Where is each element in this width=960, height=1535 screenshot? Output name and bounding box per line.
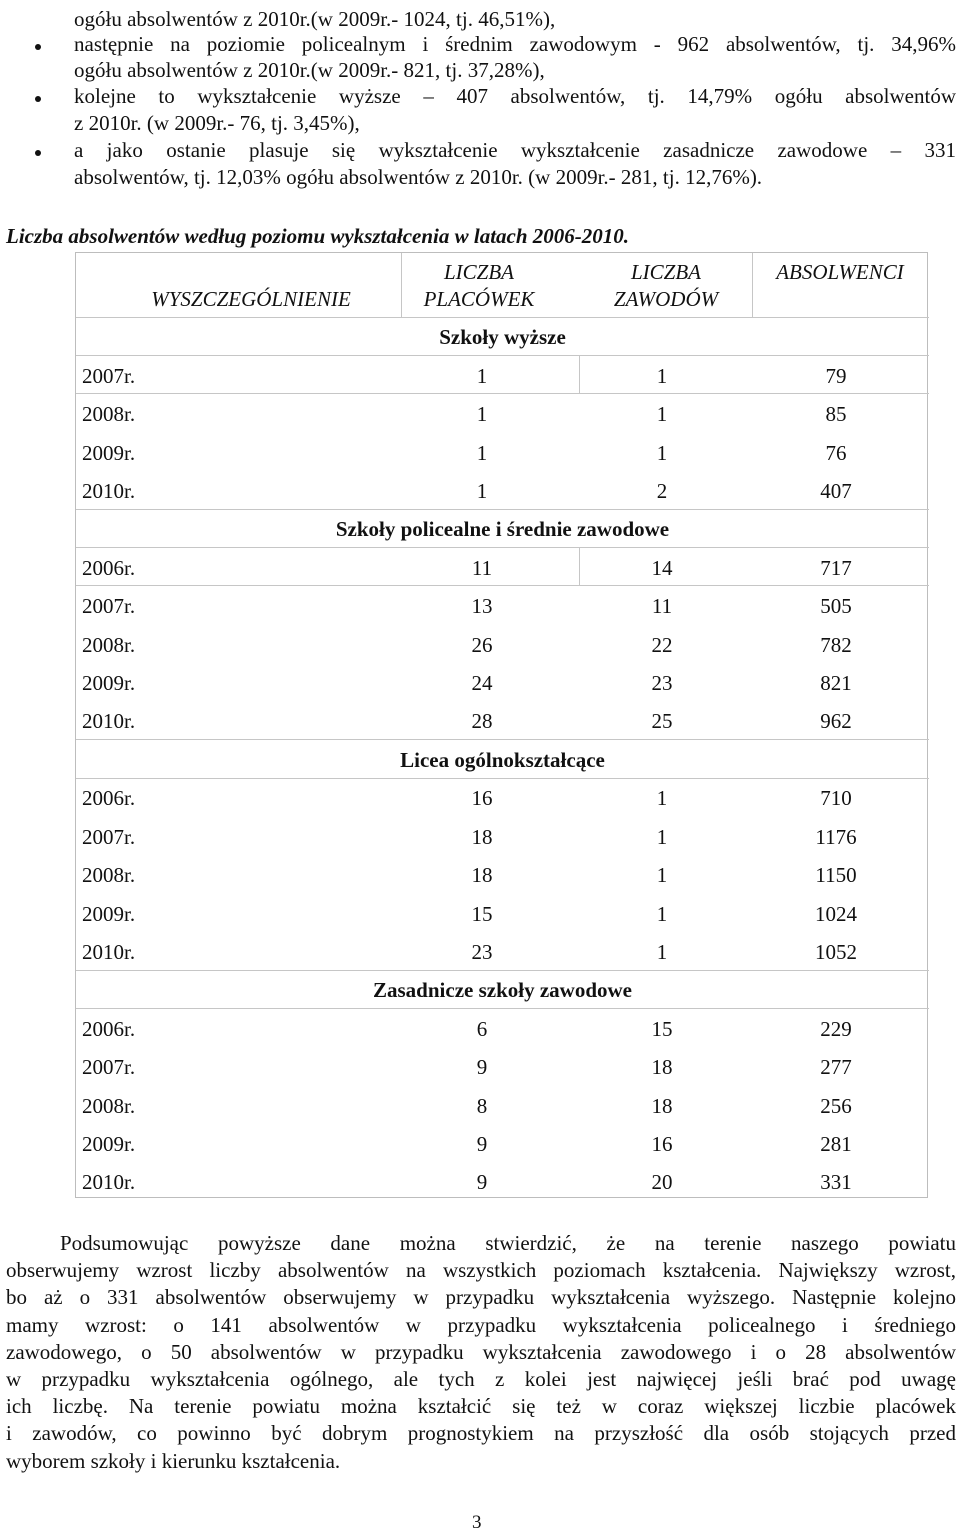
- row-absolwenci: 710: [820, 786, 852, 810]
- bullet-1-line-2: ogółu absolwentów z 2010r.(w 2009r.- 821, tj. 37,28%),: [74, 58, 545, 82]
- header-placowek-2: PLACÓWEK: [423, 287, 535, 311]
- summary-line: ich liczbę. Na terenie powiatu można kształcić się też w coraz większej liczbie placówek: [6, 1394, 956, 1419]
- row-zawodow: 1: [656, 902, 668, 926]
- bullet-1-line-1: następnie na poziomie policealnym i średnim zawodowym - 962 absolwentów, tj. 34,96%: [74, 32, 956, 56]
- row-absolwenci: 1024: [815, 902, 857, 926]
- row-zawodow: 1: [656, 863, 668, 887]
- section-rule: [76, 778, 929, 779]
- section-rule: [76, 355, 929, 356]
- section-title-policealne: Szkoły policealne i średnie zawodowe: [335, 517, 670, 541]
- row-year: 2010r.: [82, 1170, 136, 1194]
- row-placowek: 23: [471, 940, 493, 964]
- row-placowek: 1: [476, 479, 488, 503]
- row-placowek: 18: [471, 863, 493, 887]
- row-absolwenci: 782: [820, 633, 852, 657]
- row-placowek: 13: [471, 594, 493, 618]
- row-placowek: 15: [471, 902, 493, 926]
- row-zawodow: 23: [651, 671, 673, 695]
- row-zawodow: 22: [651, 633, 673, 657]
- row-placowek: 16: [471, 786, 493, 810]
- summary-line: w przypadku wykształcenia ogólnego, ale tych z kolei jest najwięcej jeśli brać pod uwagę: [6, 1367, 956, 1392]
- header-placowek-1: LICZBA: [443, 260, 514, 284]
- column-divider: [579, 547, 580, 585]
- row-year: 2008r.: [82, 633, 136, 657]
- bullet-icon: [35, 44, 41, 50]
- row-placowek: 26: [471, 633, 493, 657]
- row-year: 2007r.: [82, 594, 136, 618]
- row-year: 2010r.: [82, 940, 136, 964]
- row-zawodow: 1: [656, 786, 668, 810]
- row-zawodow: 20: [651, 1170, 673, 1194]
- row-zawodow: 1: [656, 940, 668, 964]
- page-number: 3: [472, 1512, 482, 1533]
- header-rule: [76, 317, 929, 318]
- row-placowek: 1: [476, 441, 488, 465]
- row-absolwenci: 281: [820, 1132, 852, 1156]
- row-placowek: 9: [476, 1170, 488, 1194]
- row-year: 2010r.: [82, 709, 136, 733]
- row-rule: [76, 393, 929, 394]
- summary-line: zawodowego, o 50 absolwentów w przypadku wykształcenia zawodowego i o 28 absolwentów: [6, 1339, 956, 1364]
- bullet-icon: [35, 96, 41, 102]
- bullet-3-line-2: absolwentów, tj. 12,03% ogółu absolwentów z 2010r. (w 2009r.- 281, tj. 12,76%).: [74, 165, 763, 189]
- section-rule: [76, 509, 929, 510]
- row-year: 2006r.: [82, 786, 136, 810]
- row-zawodow: 15: [651, 1017, 673, 1041]
- row-zawodow: 1: [656, 825, 668, 849]
- row-zawodow: 1: [656, 364, 668, 388]
- row-zawodow: 25: [651, 709, 673, 733]
- row-absolwenci: 1176: [815, 825, 857, 849]
- row-absolwenci: 331: [820, 1170, 852, 1194]
- row-absolwenci: 79: [825, 364, 847, 388]
- row-zawodow: 16: [651, 1132, 673, 1156]
- header-zawodow-1: LICZBA: [630, 260, 701, 284]
- section-rule: [76, 547, 929, 548]
- header-divider: [401, 253, 402, 317]
- row-absolwenci: 407: [820, 479, 852, 503]
- row-zawodow: 11: [651, 594, 673, 618]
- row-absolwenci: 505: [820, 594, 852, 618]
- row-year: 2009r.: [82, 671, 136, 695]
- row-absolwenci: 1150: [815, 863, 857, 887]
- summary-paragraph: [6, 1230, 956, 1475]
- row-zawodow: 1: [656, 441, 668, 465]
- row-placowek: 1: [476, 402, 488, 426]
- row-year: 2008r.: [82, 1094, 136, 1118]
- summary-line: bo aż o 331 absolwentów obserwujemy w przypadku wykształcenia wyższego. Następnie kolejno: [6, 1285, 956, 1310]
- header-absolwenci: ABSOLWENCI: [776, 260, 904, 284]
- row-zawodow: 2: [656, 479, 668, 503]
- summary-line: mamy wzrost: o 141 absolwentów w przypadku wykształcenia policealnego i średniego: [6, 1312, 956, 1337]
- section-rule: [76, 739, 929, 740]
- summary-line: wyborem szkoły i kierunku kształcenia.: [6, 1448, 341, 1473]
- row-year: 2007r.: [82, 1055, 136, 1079]
- row-absolwenci: 76: [825, 441, 847, 465]
- row-absolwenci: 229: [820, 1017, 852, 1041]
- row-year: 2009r.: [82, 902, 136, 926]
- bullet-2-line-2: z 2010r. (w 2009r.- 76, tj. 3,45%),: [74, 111, 360, 135]
- row-absolwenci: 85: [825, 402, 847, 426]
- table-caption: Liczba absolwentów według poziomu wykształcenia w latach 2006-2010.: [6, 224, 630, 248]
- section-title-szkoly-wyzsze: Szkoły wyższe: [439, 325, 566, 349]
- summary-line: i zawodów, co powinno być dobrym prognostykiem na przyszłość dla osób stojących przed: [6, 1421, 956, 1446]
- row-placowek: 11: [471, 556, 493, 580]
- row-zawodow: 18: [651, 1094, 673, 1118]
- row-placowek: 8: [476, 1094, 488, 1118]
- row-placowek: 9: [476, 1055, 488, 1079]
- row-placowek: 28: [471, 709, 493, 733]
- row-year: 2008r.: [82, 402, 136, 426]
- row-year: 2010r.: [82, 479, 136, 503]
- row-absolwenci: 821: [820, 671, 852, 695]
- section-title-zasadnicze: Zasadnicze szkoły zawodowe: [373, 978, 632, 1002]
- row-year: 2006r.: [82, 556, 136, 580]
- row-placowek: 24: [471, 671, 493, 695]
- header-divider: [752, 253, 753, 317]
- row-year: 2009r.: [82, 1132, 136, 1156]
- row-year: 2008r.: [82, 863, 136, 887]
- summary-line: Podsumowując powyższe dane można stwierdzić, że na terenie naszego powiatu: [60, 1231, 956, 1255]
- row-placowek: 6: [476, 1017, 488, 1041]
- bullet-2-line-1: kolejne to wykształcenie wyższe – 407 absolwentów, tj. 14,79% ogółu absolwentów: [74, 84, 956, 108]
- section-title-licea: Licea ogólnokształcące: [400, 748, 605, 772]
- row-zawodow: 18: [651, 1055, 673, 1079]
- section-rule: [76, 970, 929, 971]
- row-zawodow: 14: [651, 556, 673, 580]
- row-absolwenci: 717: [820, 556, 852, 580]
- row-zawodow: 1: [656, 402, 668, 426]
- row-placowek: 18: [471, 825, 493, 849]
- column-divider: [579, 355, 580, 393]
- bullet-icon: [35, 150, 41, 156]
- continuation-line: ogółu absolwentów z 2010r.(w 2009r.- 1024, tj. 46,51%),: [74, 7, 556, 31]
- row-placowek: 9: [476, 1132, 488, 1156]
- row-absolwenci: 256: [820, 1094, 852, 1118]
- header-wyszczegolnienie: WYSZCZEGÓLNIENIE: [151, 287, 351, 311]
- row-year: 2009r.: [82, 441, 136, 465]
- header-zawodow-2: ZAWODÓW: [613, 287, 719, 311]
- section-rule: [76, 1008, 929, 1009]
- row-rule: [76, 585, 929, 586]
- summary-line: obserwujemy wzrost liczby absolwentów na wszystkich poziomach kształcenia. Największy wzrost,: [6, 1258, 956, 1283]
- row-absolwenci: 1052: [815, 940, 857, 964]
- row-absolwenci: 962: [820, 709, 852, 733]
- graduates-table: [75, 252, 928, 1198]
- row-absolwenci: 277: [820, 1055, 852, 1079]
- row-year: 2006r.: [82, 1017, 136, 1041]
- bullet-3-line-1: a jako ostanie plasuje się wykształcenie wykształcenie zasadnicze zawodowe – 331: [74, 138, 956, 162]
- row-year: 2007r.: [82, 364, 136, 388]
- row-placowek: 1: [476, 364, 488, 388]
- row-year: 2007r.: [82, 825, 136, 849]
